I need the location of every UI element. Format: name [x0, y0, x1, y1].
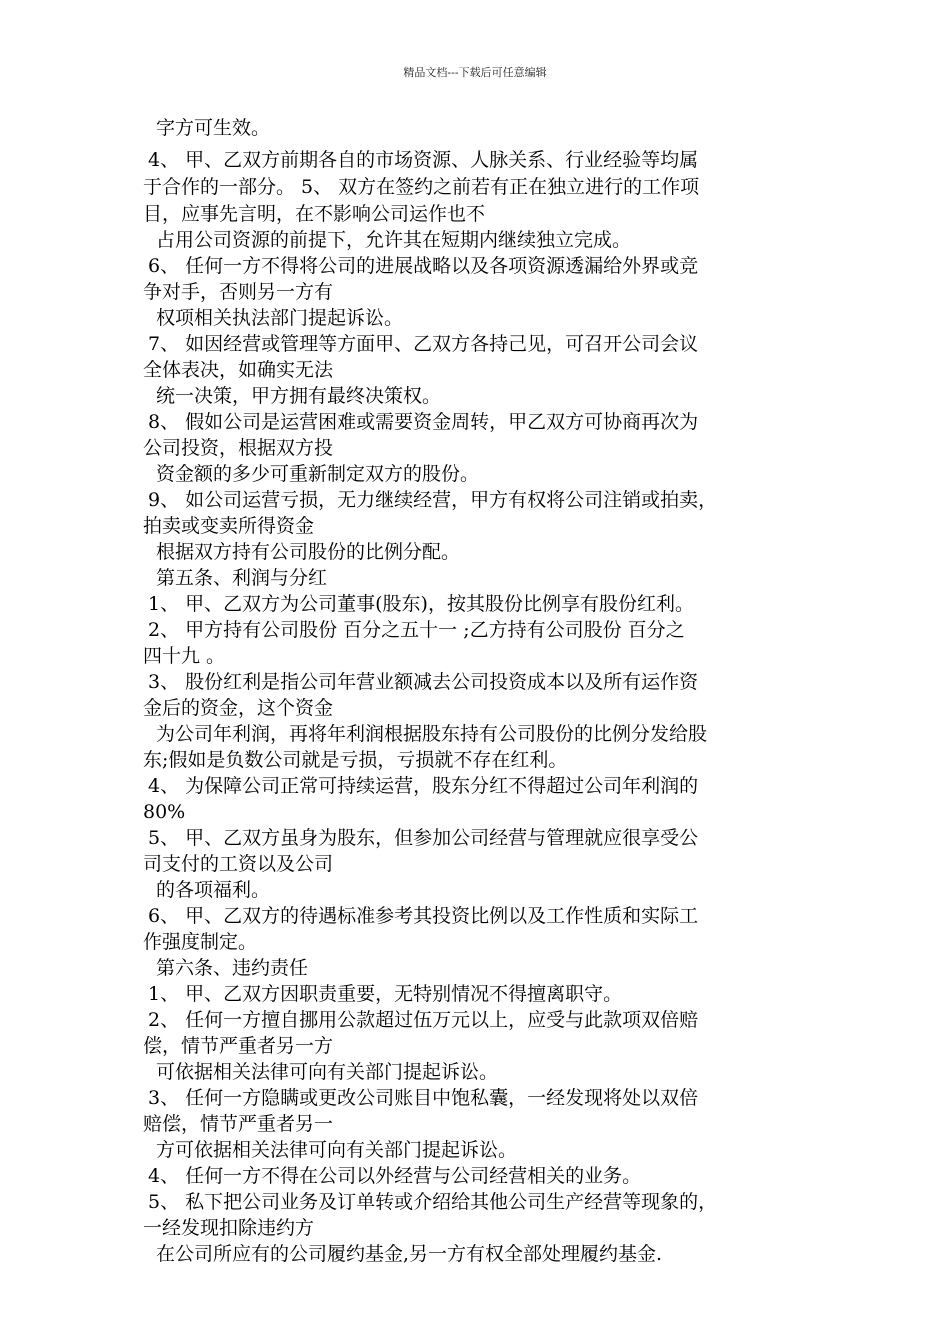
section-heading: 第六条、违约责任: [156, 957, 309, 979]
text-line: 6、 甲、乙双方的待遇标准参考其投资比例以及工作性质和实际工: [148, 905, 699, 927]
text-line: 字方可生效。: [156, 117, 271, 139]
text-line: 资金额的多少可重新制定双方的股份。: [156, 463, 480, 485]
text-line: 4、 甲、乙双方前期各自的市场资源、人脉关系、行业经验等均属: [148, 149, 699, 171]
text-line: 权项相关执法部门提起诉讼。: [156, 307, 404, 329]
text-line: 一经发现扣除违约方: [143, 1217, 315, 1239]
text-line: 司支付的工资以及公司: [143, 853, 334, 875]
text-line: 于合作的一部分。 5、 双方在签约之前若有正在独立进行的工作项: [143, 176, 700, 198]
text-line: 方可依据相关法律可向有关部门提起诉讼。: [156, 1139, 518, 1161]
text-line: 2、 甲方持有公司股份 百分之五十一 ;乙方持有公司股份 百分之: [148, 619, 685, 641]
text-line: 为公司年利润，再将年利润根据股东持有公司股份的比例分发给股: [156, 723, 708, 745]
text-line: 金后的资金，这个资金: [143, 697, 334, 719]
text-line: 四十九 。: [143, 645, 226, 667]
text-line: 2、 任何一方擅自挪用公款超过伍万元以上，应受与此款项双倍赔: [148, 1009, 699, 1031]
text-line: 统一决策，甲方拥有最终决策权。: [156, 385, 442, 407]
text-line: 3、 股份红利是指公司年营业额减去公司投资成本以及所有运作资: [148, 671, 699, 693]
text-line: 赔偿，情节严重者另一: [143, 1113, 334, 1135]
text-line: 在公司所应有的公司履约基金,另一方有权全部处理履约基金.: [156, 1243, 663, 1265]
text-line: 东;假如是负数公司就是亏损，亏损就不存在红利。: [143, 749, 568, 771]
page-header: 精品文档---下载后可任意编辑: [403, 66, 547, 79]
text-line: 9、 如公司运营亏损，无力继续经营，甲方有权将公司注销或拍卖，: [148, 489, 718, 511]
text-line: 公司投资，根据双方投: [143, 437, 334, 459]
text-line: 占用公司资源的前提下，允许其在短期内继续独立完成。: [156, 229, 632, 251]
text-line: 6、 任何一方不得将公司的进展战略以及各项资源透漏给外界或竞: [148, 255, 699, 277]
text-line: 拍卖或变卖所得资金: [143, 515, 315, 537]
text-line: 偿，情节严重者另一方: [143, 1035, 334, 1057]
text-line: 可依据相关法律可向有关部门提起诉讼。: [156, 1061, 499, 1083]
text-line: 1、 甲、乙双方为公司董事(股东)，按其股份比例享有股份红利。: [148, 593, 694, 615]
text-line: 根据双方持有公司股份的比例分配。: [156, 541, 461, 563]
text-line: 5、 私下把公司业务及订单转或介绍给其他公司生产经营等现象的，: [148, 1191, 718, 1213]
text-line: 全体表决，如确实无法: [143, 359, 334, 381]
text-line: 4、 任何一方不得在公司以外经营与公司经营相关的业务。: [148, 1165, 642, 1187]
text-line: 3、 任何一方隐瞒或更改公司账目中饱私囊，一经发现将处以双倍: [148, 1087, 699, 1109]
text-line: 7、 如因经营或管理等方面甲、乙双方各持己见，可召开公司会议: [148, 333, 699, 355]
section-heading: 第五条、利润与分红: [156, 567, 328, 589]
text-line: 争对手，否则另一方有: [143, 281, 334, 303]
text-line: 的各项福利。: [156, 879, 271, 901]
text-line: 1、 甲、乙双方因职责重要，无特别情况不得擅离职守。: [148, 983, 623, 1005]
text-line: 5、 甲、乙双方虽身为股东，但参加公司经营与管理就应很享受公: [148, 827, 699, 849]
text-line: 8、 假如公司是运营困难或需要资金周转，甲乙双方可协商再次为: [148, 411, 699, 433]
text-line: 目，应事先言明，在不影响公司运作也不: [143, 203, 486, 225]
text-line: 4、 为保障公司正常可持续运营，股东分红不得超过公司年利润的: [148, 775, 699, 797]
text-line: 作强度制定。: [143, 931, 258, 953]
text-line: 80%: [143, 801, 186, 823]
